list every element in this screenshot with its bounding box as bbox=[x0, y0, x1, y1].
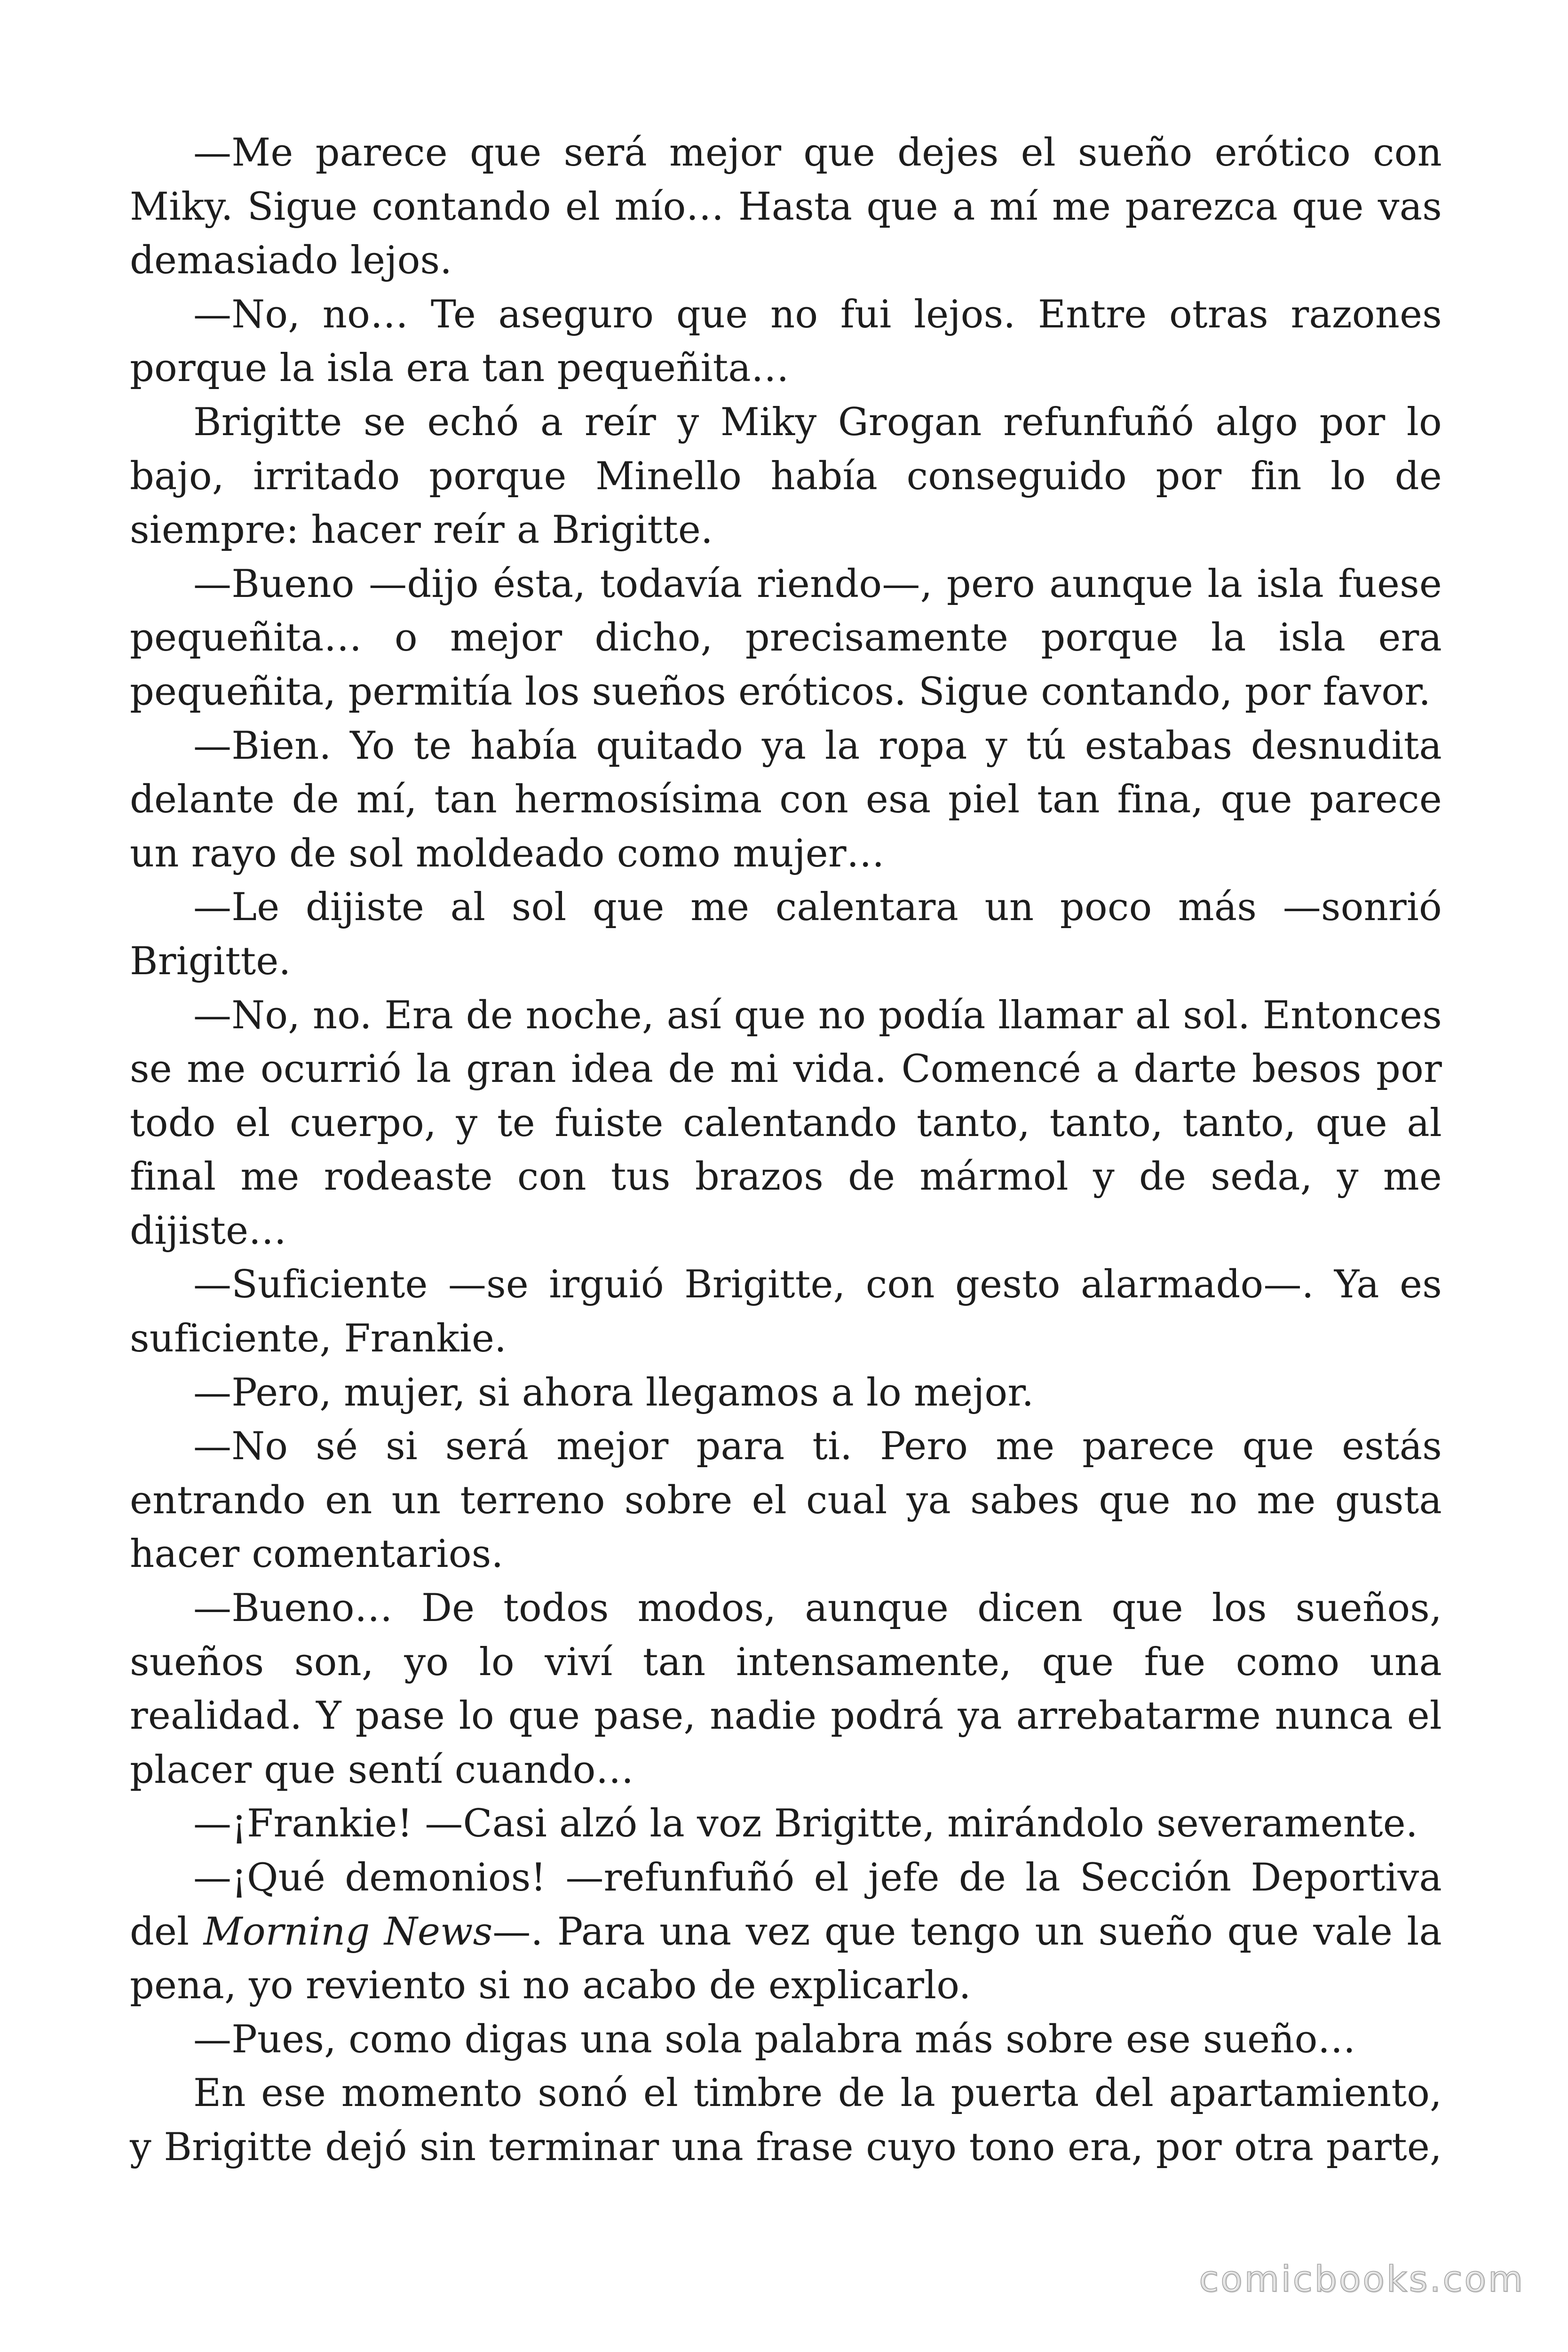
paragraph: —No, no. Era de noche, así que no podía llamar al sol. Entonces se me ocurrió la gran idea de mi vida. Comencé a darte besos por todo el cuerpo, y te fuiste calentando tanto, tanto, tanto, que al final me rodeaste con tus brazos de mármol y de seda, y me dijiste… bbox=[130, 993, 1442, 1253]
paragraph bbox=[130, 1851, 1442, 2013]
paragraph: —Le dijiste al sol que me calentara un poco más —sonrió Brigitte. bbox=[130, 885, 1442, 984]
watermark: comicbooks.com bbox=[1199, 2258, 1525, 2300]
paragraph: —Bueno —dijo ésta, todavía riendo—, pero aunque la isla fuese pequeñita… o mejor dicho, precisamente porque la isla era pequeñita, permitía los sueños eróticos. Sigue contando, por favor. bbox=[130, 562, 1442, 714]
paragraph: —¡Frankie! —Casi alzó la voz Brigitte, mirándolo severamente. bbox=[193, 1802, 1418, 1846]
paragraph: —Pero, mujer, si ahora llegamos a lo mejor. bbox=[193, 1370, 1034, 1415]
paragraph-text: —. Para una vez que tengo un sueño que vale la pena, yo reviento si no acabo de explicarlo. bbox=[130, 1909, 1442, 2008]
body-text bbox=[130, 126, 1442, 2175]
paragraph-text: —¡Qué demonios! —refunfuñó el jefe de la Sección Deportiva del bbox=[130, 1856, 1442, 1954]
paragraph: —Suficiente —se irguió Brigitte, con gesto alarmado—. Ya es suficiente, Frankie. bbox=[130, 1263, 1442, 1361]
paragraph: —Bien. Yo te había quitado ya la ropa y tú estabas desnudita delante de mí, tan hermosísima con esa piel tan fina, que parece un rayo de sol moldeado como mujer… bbox=[130, 723, 1442, 876]
newspaper-title: Morning News bbox=[203, 1909, 493, 1954]
paragraph: —No sé si será mejor para ti. Pero me parece que estás entrando en un terreno sobre el cual ya sabes que no me gusta hacer comentarios. bbox=[130, 1424, 1442, 1577]
paragraph: Brigitte se echó a reír y Miky Grogan refunfuñó algo por lo bajo, irritado porque Minello había conseguido por fin lo de siempre: hacer reír a Brigitte. bbox=[130, 400, 1442, 553]
paragraph: —Me parece que será mejor que dejes el sueño erótico con Miky. Sigue contando el mío… Hasta que a mí me parezca que vas demasiado lejos. bbox=[130, 131, 1442, 283]
paragraph: —No, no… Te aseguro que no fui lejos. Entre otras razones porque la isla era tan pequeñita… bbox=[130, 292, 1442, 391]
paragraph: —Pues, como digas una sola palabra más sobre ese sueño… bbox=[193, 2017, 1356, 2062]
paragraph: En ese momento sonó el timbre de la puerta del apartamiento, y Brigitte dejó sin terminar una frase cuyo tono era, por otra parte, bbox=[130, 2071, 1442, 2169]
paragraph: —Bueno… De todos modos, aunque dicen que los sueños, sueños son, yo lo viví tan intensamente, que fue como una realidad. Y pase lo que pase, nadie podrá ya arrebatarme nunca el placer que sentí cuando… bbox=[130, 1586, 1442, 1792]
